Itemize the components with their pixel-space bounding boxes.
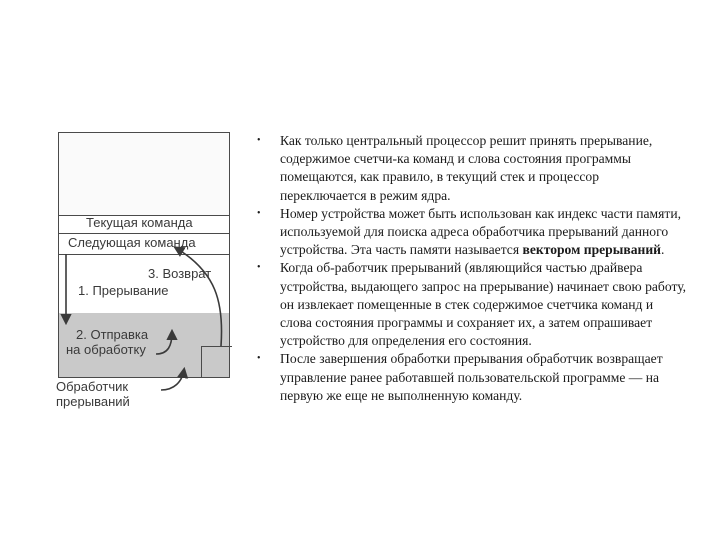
bullet-text: После завершения обработки прерывания обработчик возвращает управление ранее работавшей пользовательской программе — на первую же еще не выполненную команду. [280,351,663,403]
bullet-icon: • [257,207,261,219]
handler-arrow [161,370,184,390]
list-item [248,205,688,260]
return-arrow [176,248,222,346]
dispatch-arrow [156,332,172,354]
bullet-icon: • [257,262,261,274]
current-command-label: Текущая команда [86,215,193,230]
interrupt-diagram [56,132,236,422]
bullet-icon: • [257,353,261,365]
return-step-label: 3. Возврат [148,266,212,281]
flow-arrows [56,132,236,422]
handler-label-2: прерываний [56,394,130,409]
bullet-list [248,132,688,405]
dispatch-step-label-2: на обработку [66,342,146,357]
bullet-text-end: . [661,242,665,258]
bullet-icon: • [257,135,261,146]
bullet-text: Как только центральный процессор решит принять прерывание, содержимое счетчи-ка команд и слова состояния программы помещаются, как правило, в текущий стек и процессор переключается в режим ядра. [280,133,653,203]
bullet-text: Когда об-работчик прерываний (являющийся частью драйвера устройства, выдающего запрос на прерывание) начинает свою работу, он извлекает помещенные в стек содержимое счетчика команд и слова состояния программы и сохраняет их, а затем опрашивает устройство для определения его состояния. [280,260,687,349]
handler-label: Обработчик [56,379,129,394]
next-command-label: Следующая команда [68,235,196,250]
interrupt-vector-term: вектором прерываний [522,242,661,258]
dispatch-step-label: 2. Отправка [76,327,149,342]
list-item [248,259,688,350]
interrupt-step-label: 1. Прерывание [78,283,169,298]
bullet-text: Номер устройства может быть использован как индекс части памяти, используемой для поиска адреса обработчика прерываний данного устройства. Эта часть памяти называется [280,205,682,258]
list-item [248,350,688,405]
list-item [248,132,688,205]
